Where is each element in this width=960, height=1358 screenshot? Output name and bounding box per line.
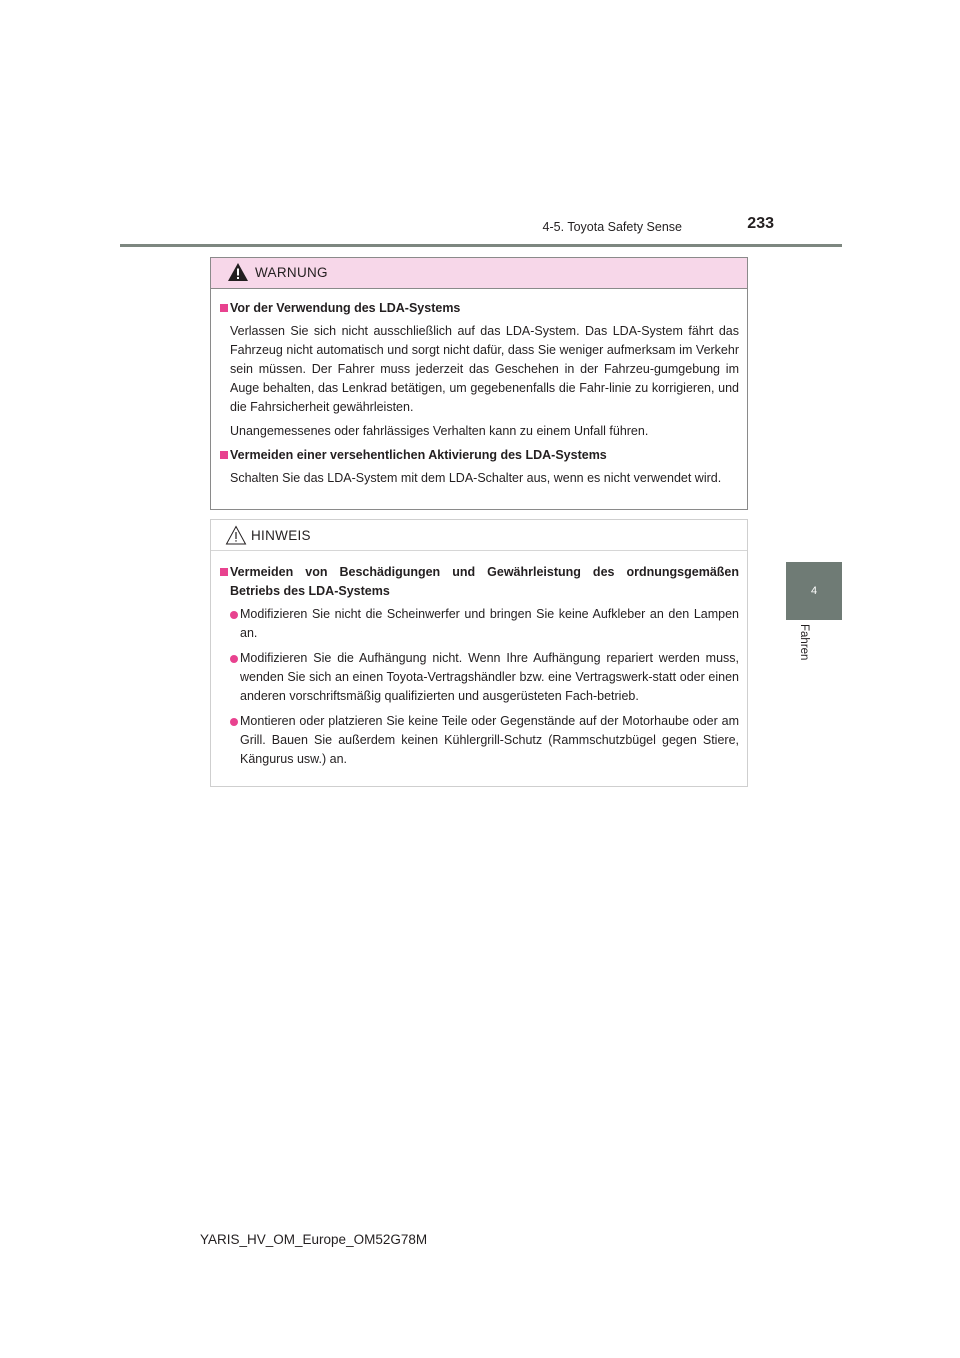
warning-heading [220, 446, 739, 465]
notice-content [211, 551, 747, 769]
warning-content [211, 289, 747, 488]
notice-heading-text: Vermeiden von Beschädigungen und Gewährleistung des ordnungsgemäßen Betriebs des LDA-Systems [230, 565, 739, 598]
notice-heading [220, 563, 739, 601]
chapter-label-text: Fahren [798, 624, 810, 661]
notice-title: HINWEIS [251, 528, 311, 543]
notice-bullet [220, 605, 739, 643]
warning-paragraph: Verlassen Sie sich nicht ausschließlich auf das LDA-System. Das LDA-System fährt das Fahrzeug nicht automatisch und sorgt nicht dafür, dass Sie weniger aufmerksam im Verkehr sein müssen. Der Fahrer muss jederzeit das Geschehen in der Fahrzeu-gumgebung im Auge behalten, das Lenkrad betätigen, um gegebenenfalls die Fahr-linie zu korrigieren, und die Fahrsicherheit gewährleisten. [230, 324, 739, 414]
square-bullet-icon [220, 568, 228, 576]
warning-paragraph: Schalten Sie das LDA-System mit dem LDA-Schalter aus, wenn es nicht verwendet wird. [230, 471, 722, 485]
warning-box [210, 257, 748, 510]
warning-heading-text: Vermeiden einer versehentlichen Aktivierung des LDA-Systems [230, 448, 607, 462]
notice-bullet [220, 649, 739, 706]
warning-title: WARNUNG [255, 265, 328, 280]
chapter-label [780, 622, 836, 682]
square-bullet-icon [220, 451, 228, 459]
round-bullet-icon [230, 718, 238, 726]
chapter-tab: 4 [786, 562, 842, 620]
page-number: 233 [747, 215, 774, 232]
warning-box-header [211, 258, 747, 289]
notice-box-header [211, 520, 747, 551]
header-section-title: 4-5. Toyota Safety Sense [542, 220, 682, 234]
notice-bullet [220, 712, 739, 769]
notice-bullet-text: Modifizieren Sie nicht die Scheinwerfer und bringen Sie keine Aufkleber an den Lampen an. [240, 607, 739, 640]
header-rule [120, 244, 842, 247]
notice-bullet-text: Montieren oder platzieren Sie keine Teile oder Gegenstände auf der Motorhaube oder am Grill. Bauen Sie außerdem keinen Kühlergrill-Schutz (Rammschutzbügel gegen Stiere, Kängurus usw.) an. [240, 714, 739, 766]
warning-triangle-icon [227, 262, 249, 282]
round-bullet-icon [230, 655, 238, 663]
square-bullet-icon [220, 304, 228, 312]
round-bullet-icon [230, 611, 238, 619]
warning-heading [220, 299, 739, 318]
footer-document-code: YARIS_HV_OM_Europe_OM52G78M [200, 1232, 428, 1247]
notice-box [210, 519, 748, 787]
warning-paragraph: Unangemessenes oder fahrlässiges Verhalten kann zu einem Unfall führen. [230, 424, 649, 438]
notice-bullet-text: Modifizieren Sie die Aufhängung nicht. Wenn Ihre Aufhängung repariert werden muss, wenden Sie sich an einen Toyota-Vertragshändler bzw. eine Vertragswerk-statt oder einen anderen vorschriftsmäßig qualifizierten und ausgerüsteten Fach-betrieb. [240, 651, 739, 703]
notice-triangle-icon [225, 525, 247, 545]
warning-heading-text: Vor der Verwendung des LDA-Systems [230, 301, 461, 315]
